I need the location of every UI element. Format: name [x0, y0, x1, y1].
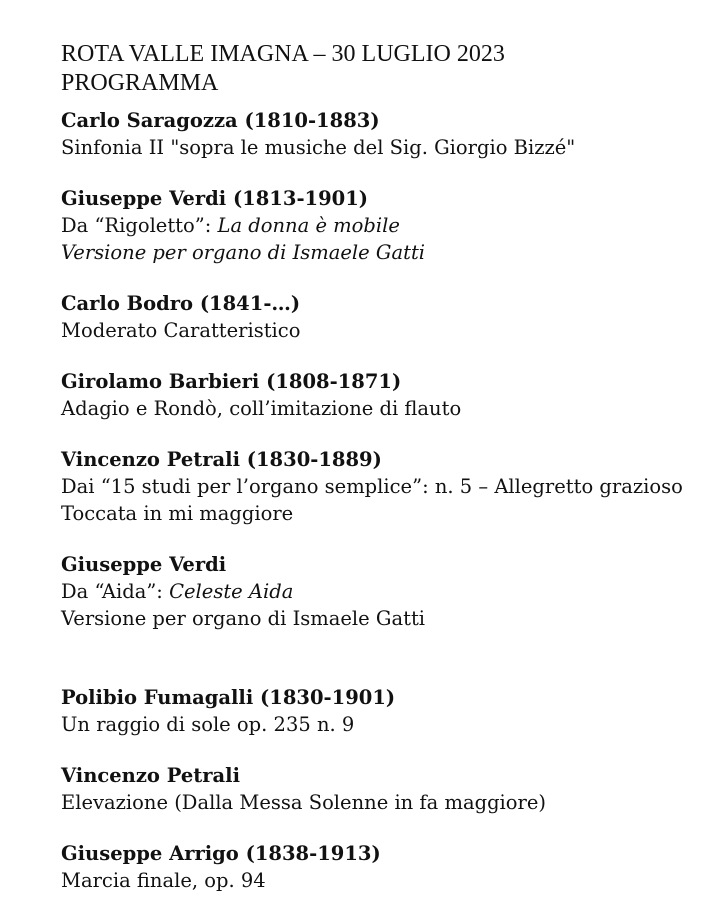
work-line	[61, 473, 711, 500]
program-header	[61, 40, 711, 98]
work-title-italic: La donna è mobile	[217, 214, 400, 237]
program-entry	[61, 762, 711, 816]
program-entry	[61, 446, 711, 527]
work-text: Dai “15 studi per l’organo semplice”: n. 5 – Allegretto grazioso	[61, 475, 683, 498]
work-line	[61, 212, 711, 239]
work-text: Elevazione (Dalla Messa Solenne in fa maggiore)	[61, 791, 547, 814]
work-text: Da “Rigoletto”:	[61, 214, 218, 237]
composer-name: Giuseppe Verdi (1813-1901)	[61, 187, 369, 210]
program-entry	[61, 107, 711, 161]
composer-name: Girolamo Barbieri (1808-1871)	[61, 370, 402, 393]
composer-name: Giuseppe Verdi	[61, 553, 227, 576]
work-line	[61, 789, 711, 816]
work-line	[61, 711, 711, 738]
work-line	[61, 500, 711, 527]
composer-name: Vincenzo Petrali (1830-1889)	[61, 448, 382, 471]
program-entry	[61, 185, 711, 266]
work-line	[61, 239, 711, 266]
work-title-italic: Celeste Aida	[169, 580, 294, 603]
work-text: Sinfonia II "sopra le musiche del Sig. Giorgio Bizzé"	[61, 136, 576, 159]
program-entry	[61, 368, 711, 422]
composer-name: Vincenzo Petrali	[61, 764, 240, 787]
work-line	[61, 605, 711, 632]
composer-name: Giuseppe Arrigo (1838-1913)	[61, 842, 381, 865]
program-entry	[61, 684, 711, 738]
composer-name: Polibio Fumagalli (1830-1901)	[61, 686, 396, 709]
work-line	[61, 578, 711, 605]
program-entry	[61, 290, 711, 344]
work-text: Versione per organo di Ismaele Gatti	[61, 607, 426, 630]
program-document	[61, 40, 711, 894]
program-entry	[61, 840, 711, 894]
work-text: Toccata in mi maggiore	[61, 502, 294, 525]
work-line	[61, 395, 711, 422]
event-title: ROTA VALLE IMAGNA – 30 LUGLIO 2023	[61, 41, 505, 67]
work-text: Adagio e Rondò, coll’imitazione di flauto	[61, 397, 462, 420]
program-entries	[61, 107, 711, 894]
composer-name: Carlo Bodro (1841-…)	[61, 292, 301, 315]
work-line	[61, 317, 711, 344]
work-text: Un raggio di sole op. 235 n. 9	[61, 713, 355, 736]
program-heading: PROGRAMMA	[61, 70, 219, 96]
work-line	[61, 134, 711, 161]
work-text: Moderato Caratteristico	[61, 319, 301, 342]
work-text: Marcia finale, op. 94	[61, 869, 266, 892]
work-title-italic: Versione per organo di Ismaele Gatti	[61, 241, 426, 264]
program-entry	[61, 551, 711, 632]
composer-name: Carlo Saragozza (1810-1883)	[61, 109, 380, 132]
work-text: Da “Aida”:	[61, 580, 170, 603]
work-line	[61, 867, 711, 894]
